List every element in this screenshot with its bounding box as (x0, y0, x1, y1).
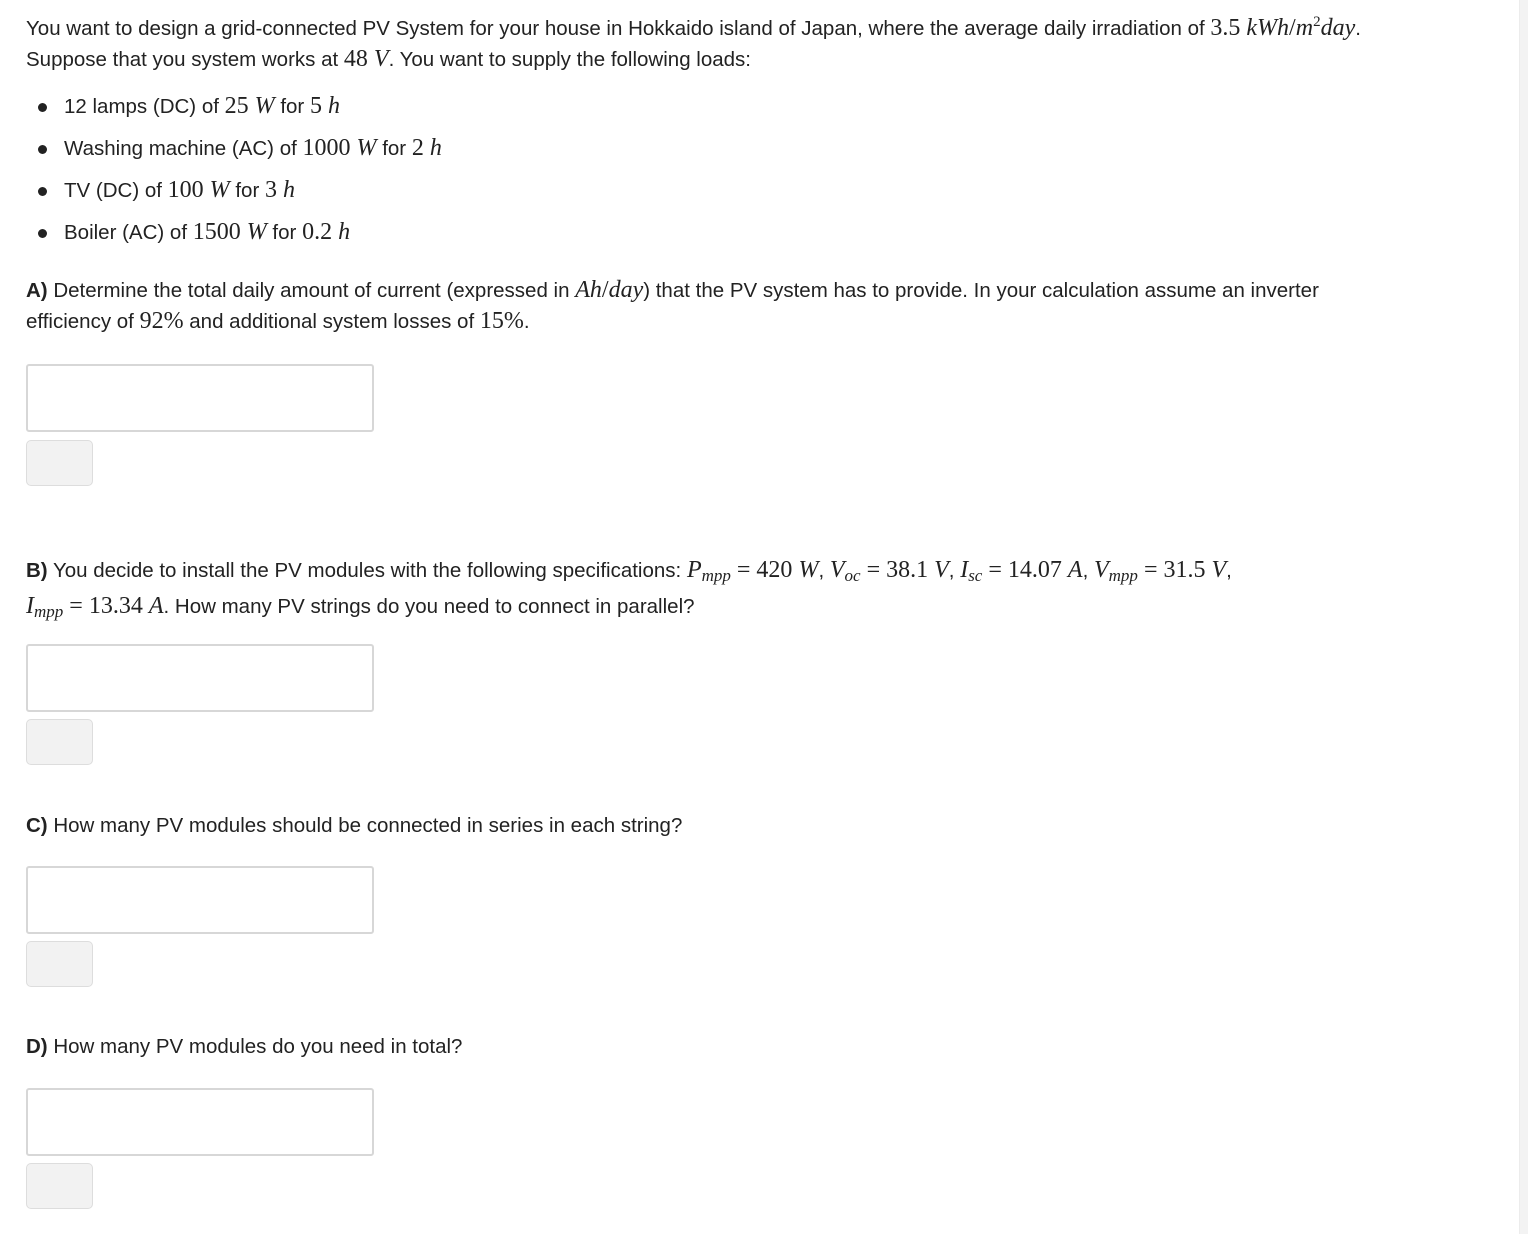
load-time-unit: h (338, 219, 351, 245)
voc-symbol: V (829, 557, 845, 583)
load-power: 1000 (302, 135, 357, 161)
irradiation-exponent: 2 (1313, 14, 1321, 30)
impp-subscript: mpp (34, 602, 64, 621)
loads-list (26, 91, 442, 259)
irradiation-unit-day: day (1320, 15, 1356, 41)
intro-text: You want to design a grid-connected PV System for your house in Hokkaido island of Japan, where the average daily irradiation of (26, 17, 1211, 40)
isc-symbol: I (960, 557, 969, 583)
question-d (26, 1031, 462, 1062)
load-time: 0.2 (302, 219, 339, 245)
load-for: for (376, 137, 412, 160)
load-power-unit: W (356, 135, 377, 161)
answer-b-input[interactable] (26, 644, 374, 712)
vmpp-symbol: V (1093, 557, 1109, 583)
answer-d-input[interactable] (26, 1088, 374, 1156)
load-desc: Boiler (AC) of (64, 221, 193, 244)
load-desc: Washing machine (AC) of (64, 137, 303, 160)
question-d-line (26, 1031, 462, 1062)
impp-symbol: I (26, 593, 34, 619)
load-time-unit: h (429, 135, 442, 161)
load-for: for (266, 221, 303, 244)
unit-slash: / (601, 277, 609, 303)
question-c-text: How many PV modules should be connected in series in each string? (47, 814, 683, 837)
answer-b-submit-button[interactable] (26, 719, 93, 765)
pmpp-subscript: mpp (701, 566, 731, 585)
bullet-icon (38, 229, 47, 238)
question-a-text-4: and additional system losses of (183, 310, 480, 333)
load-power-unit: W (254, 93, 275, 119)
load-power-unit: W (209, 177, 230, 203)
voc-unit: V (934, 557, 949, 583)
intro-text-2: Suppose that you system works at (26, 48, 344, 71)
voc-subscript: oc (844, 566, 861, 585)
vmpp-value: = 31.5 (1137, 557, 1212, 583)
inverter-efficiency: 92% (139, 308, 184, 334)
question-b-line-1 (26, 555, 1232, 591)
unit-ah: Ah (575, 277, 602, 303)
answer-d-submit-button[interactable] (26, 1163, 93, 1209)
load-for: for (274, 95, 310, 118)
question-b-text: You decide to install the PV modules with the following specifications: (47, 559, 687, 582)
question-c-line (26, 810, 682, 841)
voc-value: = 38.1 (860, 557, 935, 583)
intro-text-3: . You want to supply the following loads: (388, 48, 751, 71)
isc-value: = 14.07 (982, 557, 1068, 583)
question-c (26, 810, 682, 841)
answer-a-input[interactable] (26, 364, 374, 432)
impp-unit: A (148, 593, 164, 619)
unit-day: day (608, 277, 644, 303)
load-item (26, 217, 442, 259)
load-power: 100 (167, 177, 210, 203)
answer-a-submit-button[interactable] (26, 440, 93, 486)
impp-value: = 13.34 (63, 593, 149, 619)
question-a-line-2 (26, 306, 1319, 337)
question-a-label: A) (26, 279, 48, 302)
isc-subscript: sc (968, 566, 983, 585)
load-time: 2 (411, 135, 430, 161)
load-time: 3 (264, 177, 283, 203)
pmpp-symbol: P (686, 557, 702, 583)
bullet-icon (38, 187, 47, 196)
question-a-text-2: ) that the PV system has to provide. In your calculation assume an inverter (643, 279, 1319, 302)
load-time-unit: h (327, 93, 340, 119)
vmpp-unit: V (1211, 557, 1227, 583)
question-d-text: How many PV modules do you need in total? (47, 1035, 463, 1058)
scrollbar[interactable] (1519, 0, 1528, 1234)
load-for: for (229, 179, 265, 202)
system-losses: 15% (479, 308, 524, 334)
bullet-icon (38, 145, 47, 154)
load-item (26, 91, 442, 133)
system-voltage-value: 48 (343, 46, 374, 72)
separator: , (1082, 559, 1094, 582)
isc-unit: A (1067, 557, 1083, 583)
separator: , (1226, 559, 1232, 582)
load-time: 5 (309, 93, 328, 119)
irradiation-unit: kWh (1246, 15, 1290, 41)
question-b (26, 555, 1232, 627)
problem-intro (26, 7, 1361, 75)
load-time-unit: h (282, 177, 295, 203)
question-a-period: . (523, 310, 530, 333)
question-c-label: C) (26, 814, 48, 837)
separator: , (948, 559, 961, 582)
pmpp-unit: W (798, 557, 819, 583)
question-a-text: Determine the total daily amount of current (expressed in (47, 279, 576, 302)
question-d-label: D) (26, 1035, 48, 1058)
intro-line-2 (26, 44, 1361, 75)
irradiation-unit-area: m (1295, 15, 1314, 41)
load-desc: TV (DC) of (64, 179, 168, 202)
question-b-line-2 (26, 591, 1232, 627)
load-item (26, 175, 442, 217)
intro-period: . (1355, 17, 1361, 40)
load-power: 1500 (192, 219, 247, 245)
question-a (26, 275, 1319, 337)
irradiation-value: 3.5 (1210, 15, 1247, 41)
vmpp-subscript: mpp (1108, 566, 1138, 585)
load-item (26, 133, 442, 175)
bullet-icon (38, 103, 47, 112)
question-a-text-3: efficiency of (26, 310, 140, 333)
irradiation-slash: / (1289, 15, 1296, 41)
intro-line-1 (26, 7, 1361, 44)
question-b-text-2: . How many PV strings do you need to connect in parallel? (163, 595, 695, 618)
pmpp-value: = 420 (730, 557, 799, 583)
load-desc: 12 lamps (DC) of (64, 95, 225, 118)
answer-c-submit-button[interactable] (26, 941, 93, 987)
question-b-label: B) (26, 559, 48, 582)
answer-c-input[interactable] (26, 866, 374, 934)
system-voltage-unit: V (373, 46, 389, 72)
separator: , (818, 559, 830, 582)
load-power-unit: W (246, 219, 267, 245)
question-a-line-1 (26, 275, 1319, 306)
load-power: 25 (224, 93, 255, 119)
